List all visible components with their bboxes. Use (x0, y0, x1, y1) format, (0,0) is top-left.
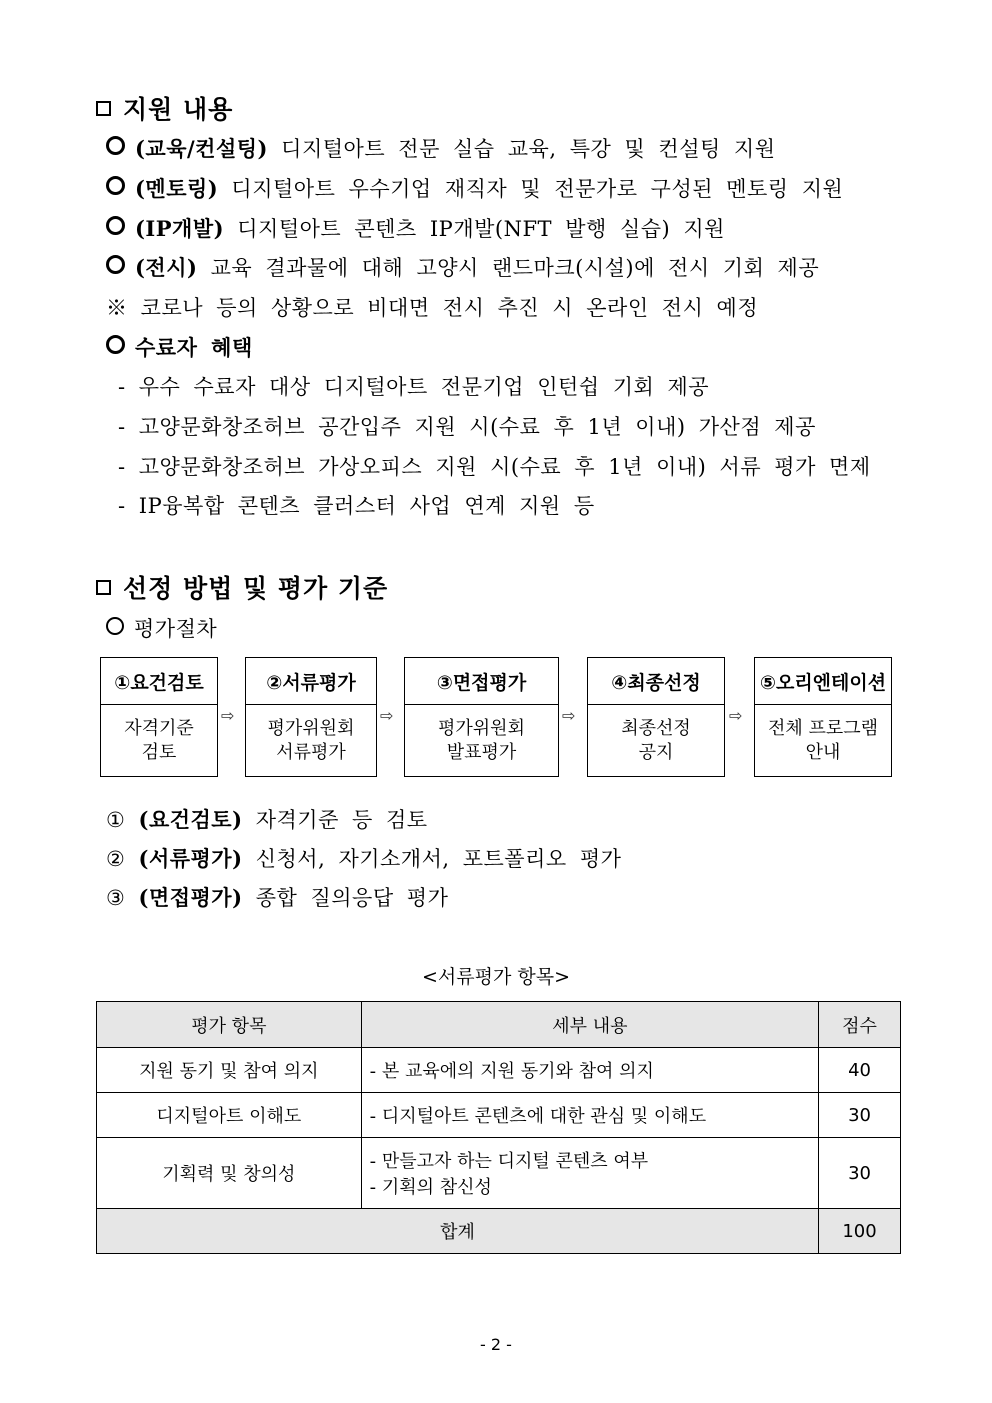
flow-step (754, 657, 892, 777)
circle-bullet-icon (106, 617, 124, 635)
flow-step-body: 최종선정 공지 (621, 718, 691, 763)
flow-step (100, 657, 218, 777)
detail-line: - 만들고자 하는 디지털 콘텐츠 여부 (369, 1151, 649, 1172)
circle-bullet-icon (106, 136, 125, 155)
support-item-label: (IP개발) (135, 216, 225, 241)
flow-step-body: 자격기준 검토 (124, 718, 194, 763)
detail-label: (서류평가) (138, 846, 243, 871)
section-title-selection (96, 569, 388, 605)
detail-cell (361, 1138, 818, 1209)
flow-step-head: ③면접평가 (405, 658, 558, 705)
table-header-row (97, 1002, 901, 1048)
procedure-detail (106, 843, 621, 873)
item-cell: 지원 동기 및 참여 의지 (97, 1048, 362, 1093)
support-item (106, 173, 843, 203)
support-item-text: 디지털아트 콘텐츠 IP개발(NFT 발행 실습) 지원 (237, 217, 725, 241)
flow-step-body: 평가위원회 발표평가 (438, 718, 525, 763)
page-number: - 2 - (480, 1335, 512, 1354)
score-cell: 30 (819, 1093, 901, 1138)
detail-label: (요건검토) (138, 807, 243, 832)
procedure-detail (106, 882, 448, 912)
square-bullet-icon (96, 101, 111, 116)
flow-step-body: 전체 프로그램 안내 (767, 718, 879, 763)
benefit-item: - IP융복합 콘텐츠 클러스터 사업 연계 지원 등 (118, 494, 595, 518)
score-cell: 40 (819, 1048, 901, 1093)
circle-bullet-icon (106, 255, 125, 274)
flow-step (245, 657, 377, 777)
support-item-text: 디지털아트 우수기업 재직자 및 전문가로 구성된 멘토링 지원 (231, 177, 844, 201)
procedure-heading (106, 613, 217, 643)
score-cell: 30 (819, 1138, 901, 1209)
detail-number: ③ (106, 886, 126, 910)
table-header-cell: 점수 (819, 1002, 901, 1048)
item-cell: 디지털아트 이해도 (97, 1093, 362, 1138)
table-row (97, 1093, 901, 1138)
flow-step-head: ④최종선정 (588, 658, 724, 705)
flow-step-body: 평가위원회 서류평가 (267, 718, 355, 763)
benefit-title: 수료자 혜택 (135, 335, 253, 360)
support-item-text: 디지털아트 전문 실습 교육, 특강 및 컨설팅 지원 (281, 137, 776, 161)
support-note: ※ 코로나 등의 상황으로 비대면 전시 추진 시 온라인 전시 예정 (106, 296, 759, 320)
item-cell: 기획력 및 창의성 (97, 1138, 362, 1209)
support-item-label: (멘토링) (135, 176, 219, 201)
detail-cell: - 본 교육에의 지원 동기와 참여 의지 (361, 1048, 818, 1093)
detail-label: (면접평가) (138, 885, 243, 910)
flow-step-head: ①요건검토 (101, 658, 217, 705)
detail-line: - 기획의 참신성 (369, 1177, 492, 1198)
procedure-detail (106, 804, 428, 834)
detail-text: 신청서, 자기소개서, 포트폴리오 평가 (255, 847, 622, 871)
arrow-right-icon: ⇨ (729, 706, 743, 725)
table-row (97, 1048, 901, 1093)
section-title-text: 선정 방법 및 평가 기준 (123, 574, 389, 603)
support-item-text: 교육 결과물에 대해 고양시 랜드마크(시설)에 전시 기회 제공 (210, 256, 820, 280)
benefit-heading (106, 332, 253, 362)
circle-bullet-icon (106, 176, 125, 195)
circle-bullet-icon (106, 216, 125, 235)
detail-cell: - 디지털아트 콘텐츠에 대한 관심 및 이해도 (361, 1093, 818, 1138)
benefit-item: - 고양문화창조허브 가상오피스 지원 시(수료 후 1년 이내) 서류 평가 면제 (118, 455, 871, 479)
table-row (97, 1138, 901, 1209)
support-item (106, 213, 725, 243)
section-title-support (96, 90, 233, 126)
square-bullet-icon (96, 580, 111, 595)
total-score-cell: 100 (819, 1209, 901, 1254)
section-title-text: 지원 내용 (123, 95, 234, 124)
circle-bullet-icon (106, 335, 125, 354)
table-header-cell: 세부 내용 (361, 1002, 818, 1048)
detail-text: 종합 질의응답 평가 (255, 886, 449, 910)
procedure-title: 평가절차 (134, 617, 218, 641)
flow-step-head: ⑤오리엔테이션 (755, 658, 891, 705)
arrow-right-icon: ⇨ (380, 706, 394, 725)
evaluation-table (96, 1001, 901, 1254)
flow-step (587, 657, 725, 777)
support-item (106, 133, 776, 163)
detail-text: 자격기준 등 검토 (255, 808, 428, 832)
detail-number: ② (106, 847, 126, 871)
table-caption: <서류평가 항목> (421, 966, 570, 988)
flow-step-head: ②서류평가 (246, 658, 376, 705)
total-label-cell: 합계 (97, 1209, 819, 1254)
arrow-right-icon: ⇨ (221, 706, 235, 725)
support-item-label: (교육/컨설팅) (135, 136, 268, 161)
table-header-cell: 평가 항목 (97, 1002, 362, 1048)
table-total-row (97, 1209, 901, 1254)
flow-step (404, 657, 559, 777)
support-item (106, 252, 819, 282)
support-item-label: (전시) (135, 255, 198, 280)
benefit-item: - 고양문화창조허브 공간입주 지원 시(수료 후 1년 이내) 가산점 제공 (118, 415, 816, 439)
benefit-item: - 우수 수료자 대상 디지털아트 전문기업 인턴쉽 기회 제공 (118, 375, 710, 399)
arrow-right-icon: ⇨ (562, 706, 576, 725)
detail-number: ① (106, 808, 126, 832)
